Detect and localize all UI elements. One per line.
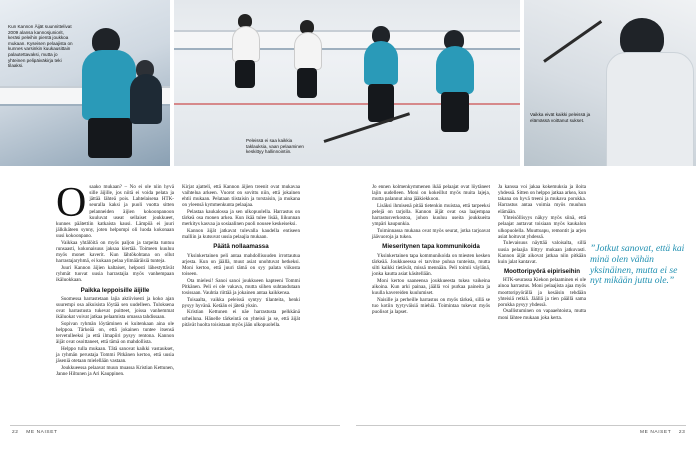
paragraph: Yhteisöllisyys näkyy myös siinä, että pelaajat auttavat toisiaan myös kaukalon ulkopuolella. Muuttoapu, remontit ja arjen asiat hoituvat yhdessä. xyxy=(498,215,586,240)
paragraph: Ota mielesi! Sanoi sanoi joukkueen kapteeni Tommi Pitkänen. Peli ei ole vakava, mutta siihen suhtaudutaan tosissaan. Vauhtia riittää ja jokainen antaa kaikkensa. xyxy=(182,277,300,296)
rink-board xyxy=(174,30,520,50)
paragraph: HTK-seurassa Kiekon pelaaminen ei ole ainoa harrastus. Moni pelaajista ajaa myös moottoripyörällä ja kesäisin tehdään yhteisiä retkiä. Jäällä ja tien päällä sama porukka pysyy yhdessä. xyxy=(498,277,586,308)
paragraph: Osallistuminen on vapaaehtoista, mutta moni lähtee mukaan joka kerta. xyxy=(498,308,586,321)
paragraph: Toisaalta, vaikka peleissä syntyy tilanteita, henki pysyy hyvänä. Ketään ei jätetä yksin. xyxy=(182,296,300,309)
hockey-stick xyxy=(324,112,411,143)
paragraph: Lisäksi ihmisenä pitää tietenkin muistaa, että tarpeeksi pelejä on tarjolla. Kannon äijät ovat osa laajempaa harrastusverkostoa, johon kuuluu useita joukkueita ympäri kaupunkia. xyxy=(372,202,490,228)
footer-rule xyxy=(10,425,340,426)
photo-player-closeup xyxy=(524,0,696,166)
caption-middle: Peleissä ei saa kaikkia taklauksia, vaan pelaaminen keskittyy hallinnointiin. xyxy=(246,138,304,155)
section-heading: Moottoripyörä eipiriseihin xyxy=(504,268,580,276)
page-number: 23 xyxy=(678,430,686,435)
caption-right: Vaikka eivät kaikki peleissä ja elämässä voittanut sukset. xyxy=(530,112,591,123)
photo-player-portrait xyxy=(0,0,170,166)
paragraph: Yksinkertainen peli antaa mahdollisuuden irrottautua arjesta. Kun on jäällä, muut asiat unohtuvat hetkeksi. Moni kertoo, että juuri tämä on syy palata viikosta toiseen. xyxy=(182,252,300,278)
paragraph: Suomessa harrastetaan lajia aktiivisesti ja koko ajan suurempi osa aikuisista löytää sen uudelleen. Tuloksena ovat harrastusta tukevat puitteet, joissa vanhemmat ikäluokat voivat jatkaa pelaamista omassa tahdissaan. xyxy=(56,295,174,321)
paragraph: Sopivan ryhmän löytäminen ei kuitenkaan aina ole helppoa. Tärkeää on, että jokainen tuntee itsensä tervetulleeksi ja että ilmapiiri pysyy rentona. Kannon äijät ovat osoittaneet, että tämä on mahdollista. xyxy=(56,320,174,346)
paragraph: Helppo tulla mukaan. Tätä sanovat kaikki vastaukset, ja ryhmän perustaja Tommi Pitkänen kertoo, että uusia jäseniä otetaan mielellään vastaan. xyxy=(56,345,174,365)
page-number: 22 xyxy=(12,430,19,435)
footer-rule xyxy=(356,425,686,426)
caption-left: Kun Kannon Äijät suunnittelivat 2009 alansa kannosjuniorit, keräsi peleihin pientä joukkoa mukaan. Kyseisen pelaajista on kunnes varsinkin kuukausittain palautettavaksi, mutta jo yhteinen pelipäiväkirja teki tilaaksi. xyxy=(8,24,73,69)
magazine-label: ME NAISET xyxy=(640,430,672,435)
pull-quote: ”Jotkut sanovat, että kai minä olen vähän yksinäinen, mutta ei se nyt mikään juttu ole.” xyxy=(590,243,685,287)
drop-cap: O xyxy=(56,180,87,226)
paragraph: Jo ennen kolmenkymmenen ikää pelaajat ovat löytäneet lajin uudelleen. Moni on kokeillut myös muita lajeja, mutta palannut aina jääkiekkoon. xyxy=(372,184,490,203)
footer-left xyxy=(12,430,58,435)
paragraph: Kirjat ajatteli, että Kannon äijien treenit ovat mukavaa vaihtelua arkeen. Vuorot on sovittu niin, että jokainen ehtii mukaan. Pelataan tiistaisin ja torstaisin, ja mukana on yleensä kymmenkunta pelaajaa. xyxy=(182,184,300,209)
paragraph: Ja kanssa voi jakaa kokemuksia ja iloita yhdessä. Sitten on helppo jatkaa arkea, kun takana on hyvä treeni ja mukava porukka. Harrastus antaa voimia myös muuhun elämään. xyxy=(498,184,586,215)
footer-right xyxy=(640,430,685,435)
section-heading: Päätä nollaamassa xyxy=(213,243,269,251)
magazine-label: ME NAISET xyxy=(26,430,58,435)
paragraph: saako mukaan? – No ei ole niin hyvä sille äijille, jos niitä ei voida pelata ja jättää lähteä pois. Lahtelaisena HTK-seuralla kaksi ja puoli vuotta sitten pelanneiden äijien kokoonpanoon kuuluvat useat sellaiset joukkueet, kunnes päätettiin katkaista kausi. Lämpöä ei juuri jälkikäteen synny, joten helpompi oli luoda kokonaan uusi kokoonpano. xyxy=(56,184,174,240)
paragraph: Naisille ja perheille harrastus on myös tärkeä, sillä se tuo kotiin tyytyväisiä miehiä. Toimintaa tukevat myös puolisot ja lapset. xyxy=(372,296,490,315)
section-heading: Paikka leppoisille äijille xyxy=(80,286,150,294)
paragraph: Juuri Kannon äijien kaltaiset, helposti lähestyttävät ryhmät tuovat uusia harrastajia myös vanhempaan ikäluokkaan. xyxy=(56,265,174,284)
paragraph: Moni kertoo saaneensa joukkueesta tukea vaikeina aikoina. Kun arki painaa, jäällä voi purkaa paineita ja kuulla kavereiden kuulumiset. xyxy=(372,277,490,296)
section-heading: Mieseritynen tapa kommunikoida xyxy=(382,243,480,251)
paragraph: Toiminnassa mukana ovat myös seurat, jotka tarjoavat jäävuoroja ja tukea. xyxy=(372,228,490,241)
photo-game-action xyxy=(174,0,520,166)
paragraph: Vaikkaa yhtälöitä on myös paljon ja tarpeita tuntuu runsaasti, kokonaisuus jaksaa kiertää. Toimeen kuuluu myös monet kaverit. Kun lähtökohtana on ollut harrastajaryhmä, ei kukaan pelaa ylimääräisiä tunteja. xyxy=(56,239,174,265)
paragraph: Pelastaa kaukalossa ja sen ulkopuolella. Harrastus on tärkeä osa monen arkea. Kun ikää tulee lisää, liikunnan merkitys kasvaa ja sosiaalinen puoli nousee keskeiseksi. xyxy=(182,209,300,228)
hockey-stick xyxy=(543,20,602,63)
paragraph: Kristian Kettunen ei näe harrastusta pelkkänä urheiluna. Hänelle tärkeintä on yhteisö ja se, että äijät pitävät huolta toisistaan myös jään ulkopuolella. xyxy=(182,309,300,328)
paragraph: Yksinkertainen tapa kommunikoida on miesten kesken tärkeää. Joukkueessa ei tarvitse puhua tunteista, mutta silti kaikki tietävät, missä mennään. Peli toimii väylänä, jonka kautta asiat käsitellään. xyxy=(372,252,490,278)
paragraph: Kannon äijät jatkavat tulevalla kaudella entiseen malliin ja kutsuvat uusia pelaajia mukaan. xyxy=(182,228,300,241)
paragraph: Joukkueessa pelaavat muun muassa Kristian Kettunen, Janne Hiltunen ja Ari Kauppinen. xyxy=(56,364,174,378)
paragraph: Tulevaisuus näyttää valoisalta, sillä uusia pelaajia liittyy mukaan jatkuvasti. Kannon äijät aikovat jatkaa niin pitkään kuin jalat kantavat. xyxy=(498,240,586,265)
